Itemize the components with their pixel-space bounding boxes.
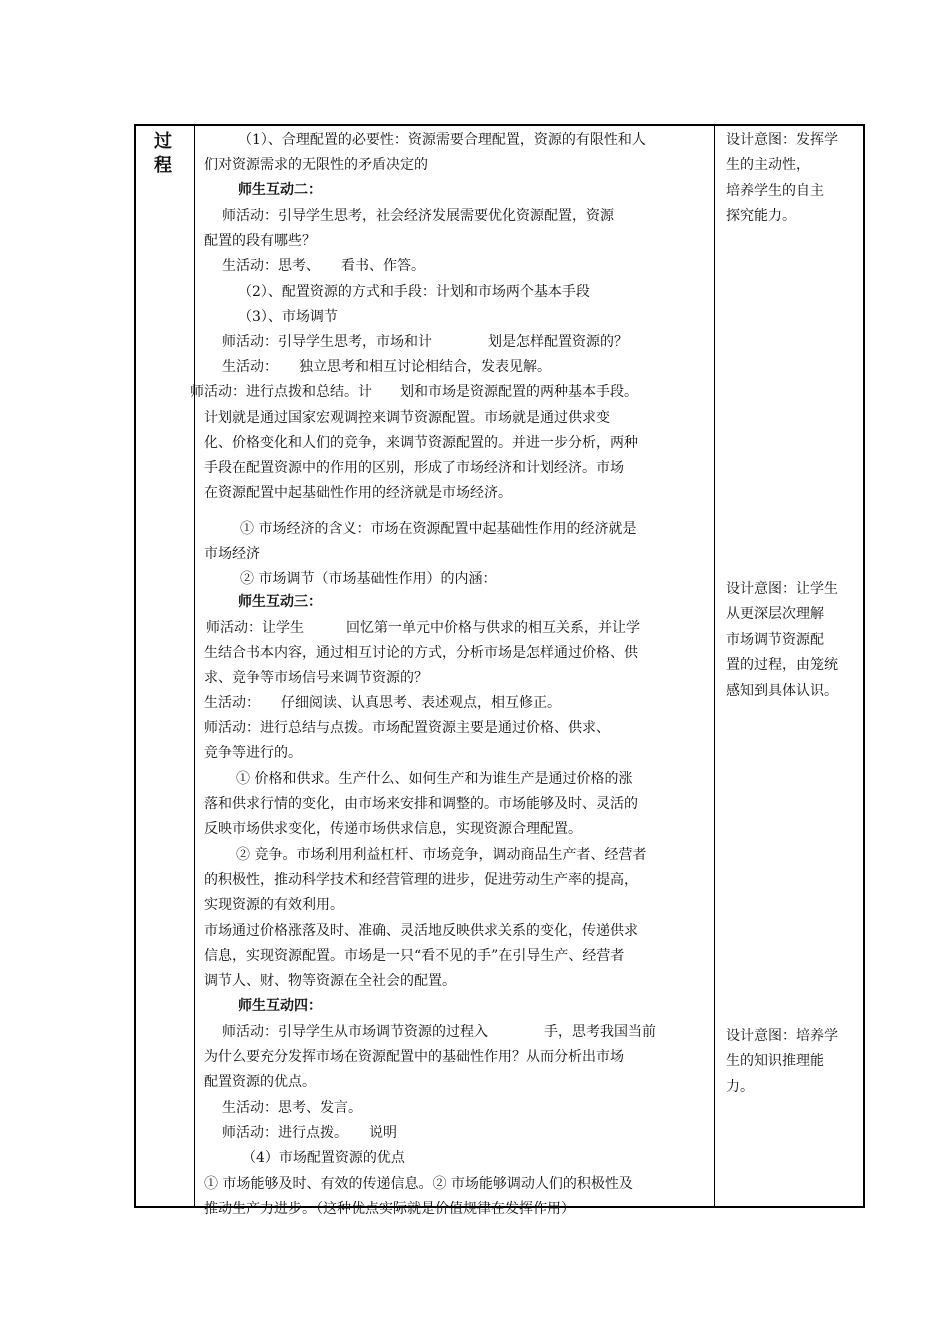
design-note-line: 从更深层次理解 [726, 606, 824, 623]
content-line: ① 市场能够及时、有效的传递信息。② 市场能够调动人们的积极性及 [204, 1176, 633, 1192]
design-note-line: 培养学生的自主 [726, 182, 824, 199]
section-label-char: 程 [154, 155, 172, 176]
content-line: 师活动：进行总结与点拨。市场配置资源主要是通过价格、供求、 [204, 720, 610, 736]
content-line: 推动生产力进步。（这种优点实际就是价值规律在发挥作用） [204, 1201, 575, 1217]
design-note-line: 感知到具体认识。 [726, 682, 838, 699]
interaction-heading: 师生互动四： [238, 998, 322, 1014]
design-note-line: 力。 [726, 1078, 754, 1095]
content-line: 配置资源的优点。 [204, 1074, 316, 1090]
content-line: 市场经济 [204, 546, 260, 562]
lesson-table [134, 124, 865, 1217]
content-line: 落和供求行情的变化，由市场来安排和调整的。市场能够及时、灵活的 [204, 796, 638, 812]
content-line: 师活动：让学生 回忆第一单元中价格与供求的相互关系，并让学 [206, 620, 640, 636]
lesson-content-cell [190, 126, 714, 1217]
content-line: 化、价格变化和人们的竞争，来调节资源配置的。并进一步分析，两种 [204, 435, 638, 451]
interaction-heading: 师生互动二： [238, 182, 322, 198]
design-note-line: 市场调节资源配 [726, 631, 824, 648]
content-line: 们对资源需求的无限性的矛盾决定的 [204, 157, 428, 173]
interaction-heading: 师生互动三： [238, 594, 322, 610]
content-line: 配置的段有哪些？ [204, 233, 316, 249]
content-line: （1）、合理配置的必要性：资源需要合理配置，资源的有限性和人 [238, 132, 646, 148]
content-line: 反映市场供求变化，传递市场供求信息，实现资源合理配置。 [204, 821, 582, 837]
content-line: 生结合书本内容，通过相互讨论的方式，分析市场是怎样通过价格、供 [204, 645, 638, 661]
design-note-line: 置的过程，由笼统 [726, 657, 838, 674]
design-note-line: 生的知识推理能 [726, 1053, 824, 1070]
content-line: 求、竞争等市场信号来调节资源的？ [204, 670, 428, 686]
content-line: （4）市场配置资源的优点 [242, 1150, 405, 1166]
column-divider [714, 126, 715, 1206]
content-line: 手段在配置资源中的作用的区别，形成了市场经济和计划经济。市场 [204, 460, 624, 476]
content-line: 竞争等进行的。 [204, 745, 302, 761]
content-line: 师活动：引导学生从市场调节资源的过程入 手，思考我国当前 [222, 1024, 656, 1040]
design-note [726, 1024, 838, 1100]
design-note-line: 设计意图：让学生 [726, 581, 838, 597]
design-note-line: 设计意图：培养学 [726, 1028, 838, 1044]
content-line: 生活动：思考、 看书、作答。 [222, 258, 425, 274]
content-line: 为什么要充分发挥市场在资源配置中的基础性作用？从而分析出市场 [204, 1049, 624, 1065]
design-note [726, 577, 838, 704]
content-line: 信息，实现资源配置。市场是一只“看不见的手”在引导生产、经营者 [204, 948, 625, 964]
content-line: 生活动： 独立思考和相互讨论相结合，发表见解。 [222, 359, 551, 375]
content-line: ① 市场经济的含义：市场在资源配置中起基础性作用的经济就是 [240, 521, 637, 537]
content-line: 在资源配置中起基础性作用的经济就是市场经济。 [204, 485, 512, 501]
design-note-line: 探究能力。 [726, 208, 796, 225]
content-line: ① 价格和供求。生产什么、如何生产和为谁生产是通过价格的涨 [236, 771, 633, 787]
content-line: 师活动：进行点拨。 说明 [222, 1125, 397, 1141]
content-line: 师活动：进行点拨和总结。计 划和市场是资源配置的两种基本手段。 [190, 384, 638, 400]
content-line: （2）、配置资源的方式和手段：计划和市场两个基本手段 [238, 284, 590, 300]
content-line: 调节人、财、物等资源在全社会的配置。 [204, 973, 456, 989]
content-line: 计划就是通过国家宏观调控来调节资源配置。市场就是通过供求变 [204, 410, 610, 426]
design-note-line: 生的主动性， [726, 157, 810, 174]
design-note [726, 128, 838, 230]
content-line: 师活动：引导学生思考，社会经济发展需要优化资源配置，资源 [222, 208, 614, 224]
design-note-line: 设计意图：发挥学 [726, 132, 838, 148]
content-line: 市场通过价格涨落及时、准确、灵活地反映供求关系的变化，传递供求 [204, 923, 638, 939]
content-line: 生活动： 仔细阅读、认真思考、表述观点，相互修正。 [204, 695, 561, 711]
content-line: ② 竞争。市场利用利益杠杆、市场竞争，调动商品生产者、经营者 [236, 847, 647, 863]
content-line: 师活动：引导学生思考，市场和计 划是怎样配置资源的？ [222, 334, 628, 350]
content-line: ② 市场调节（市场基础性作用）的内涵： [240, 571, 497, 587]
section-label-char: 过 [154, 131, 172, 152]
content-line: （3）、市场调节 [238, 309, 338, 325]
content-line: 的积极性，推动科学技术和经营管理的进步，促进劳动生产率的提高， [204, 872, 638, 888]
column-divider [194, 126, 195, 1206]
content-line: 实现资源的有效利用。 [204, 897, 344, 913]
content-line: 生活动：思考、发言。 [222, 1100, 362, 1116]
